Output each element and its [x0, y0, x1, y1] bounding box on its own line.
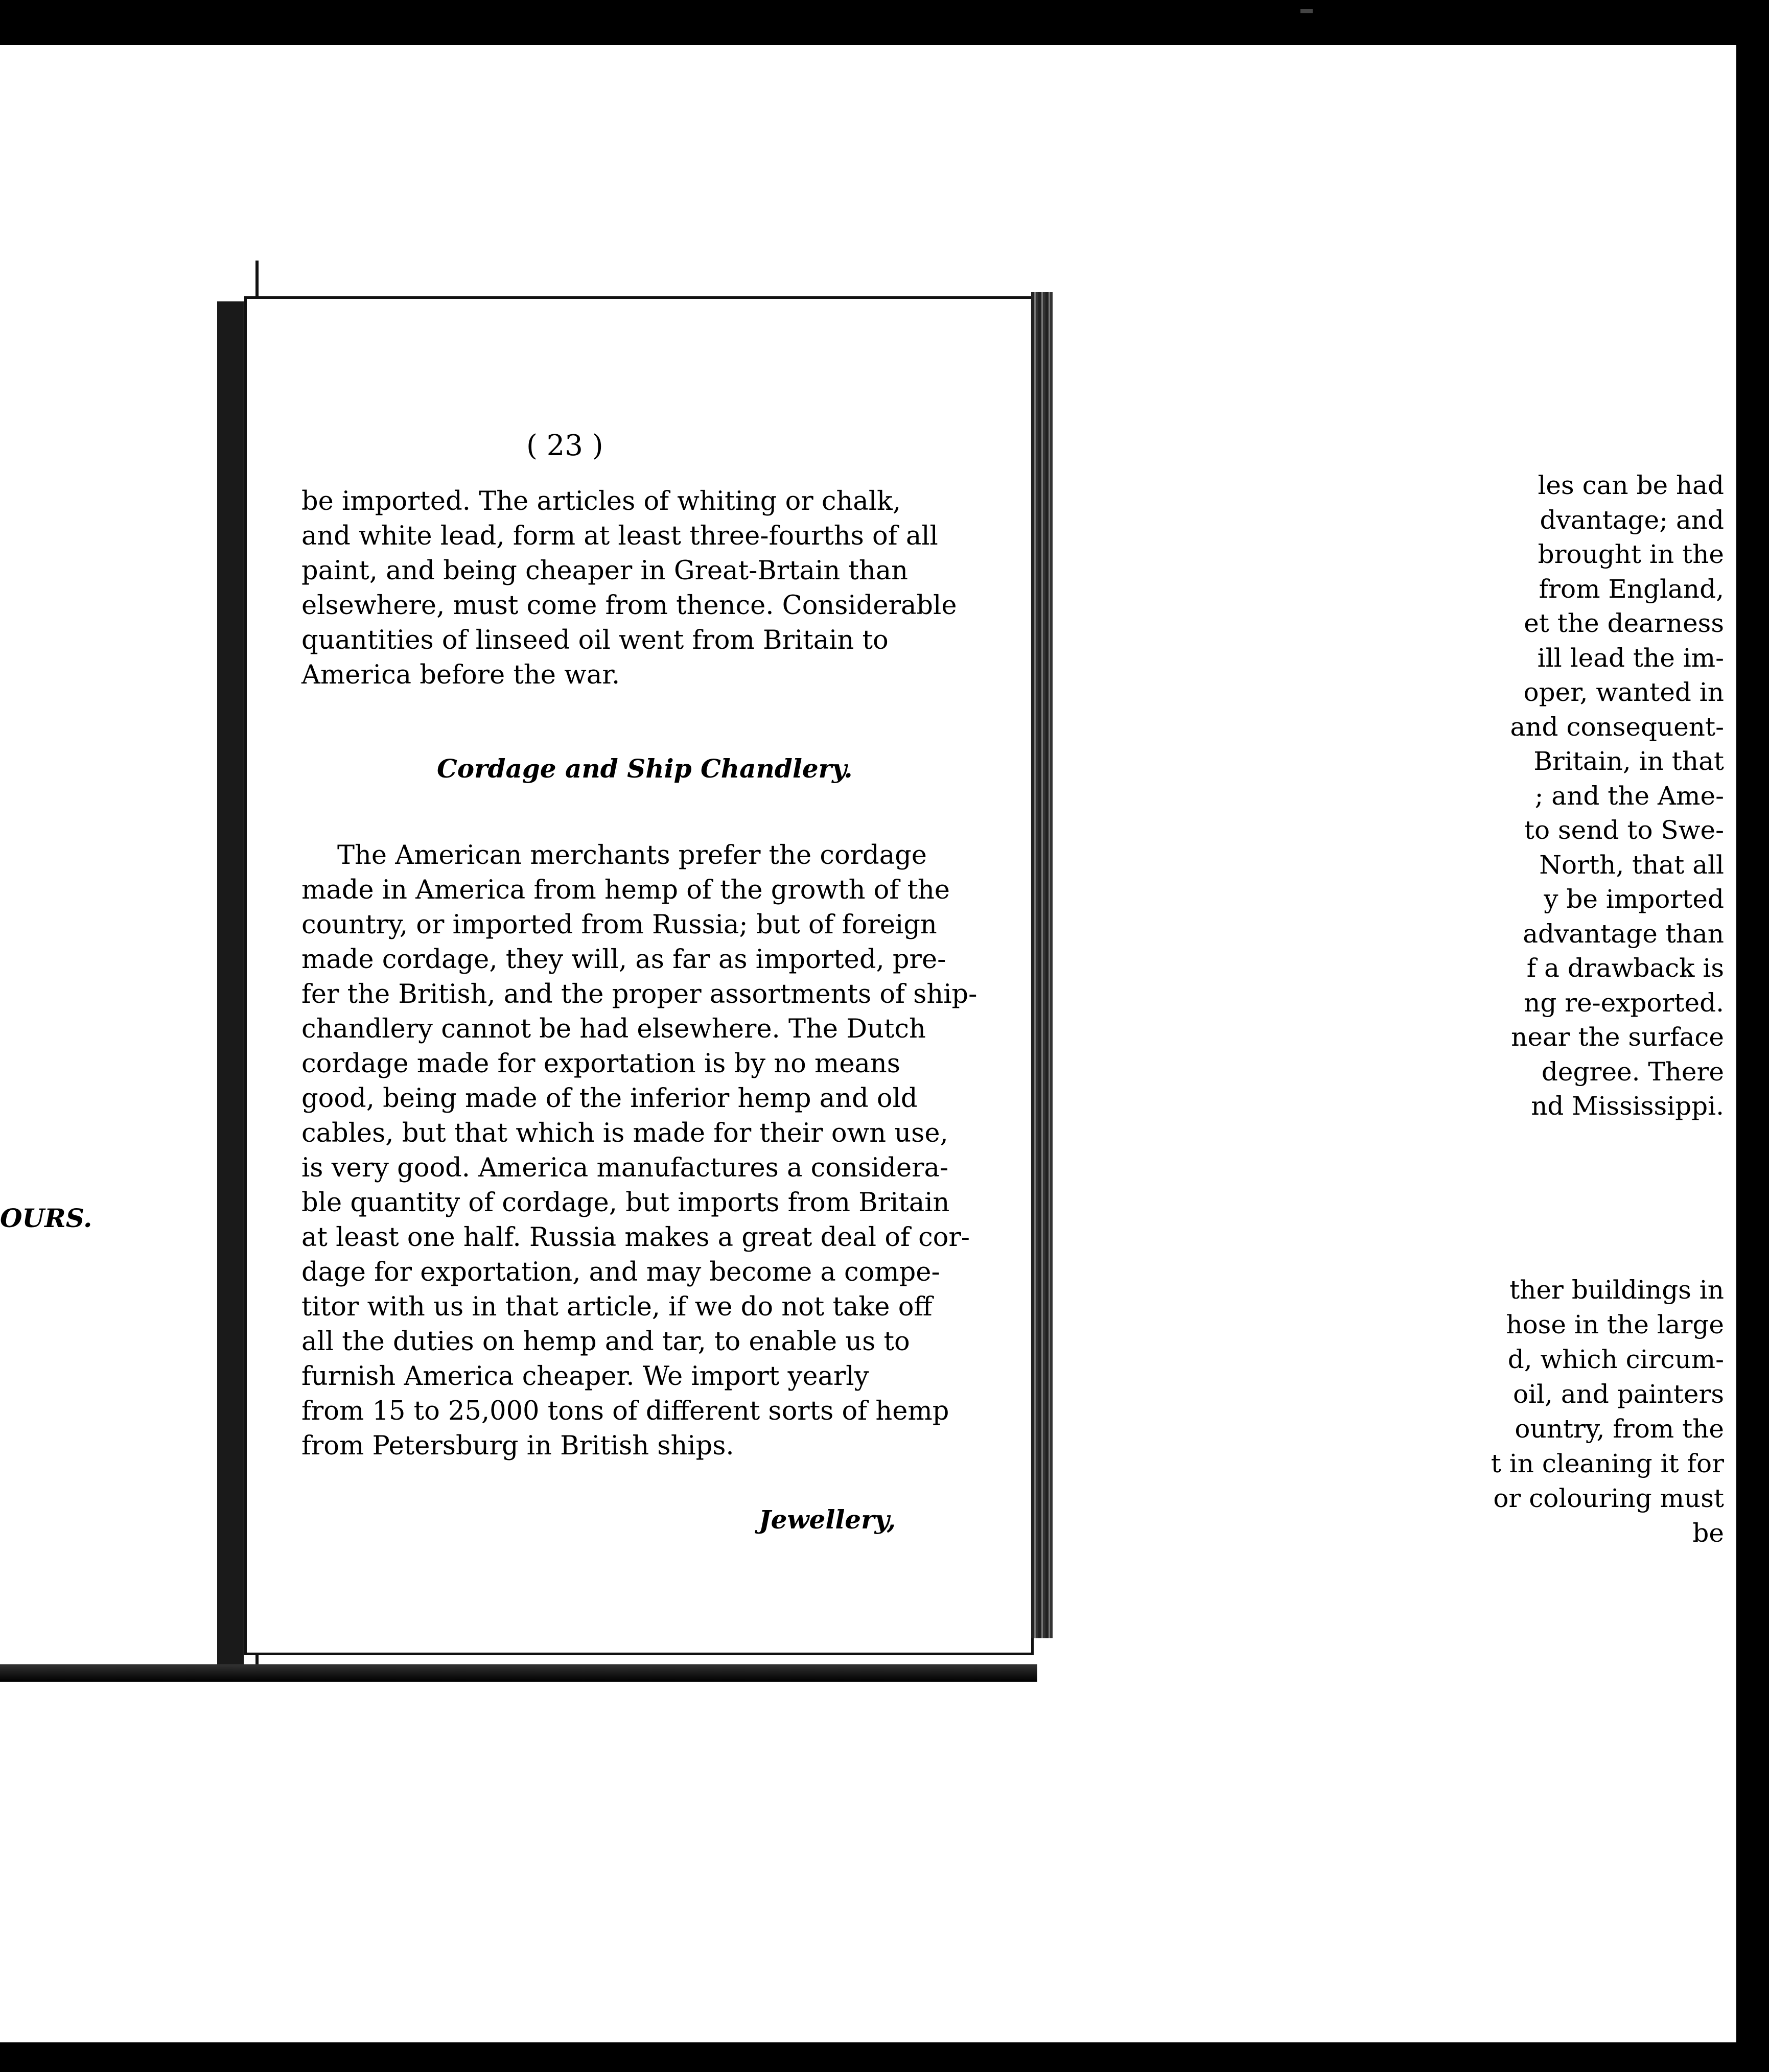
book-bottom-edge	[0, 1664, 1037, 1682]
text-line: advantage than	[1523, 919, 1724, 949]
text-line: furnish America cheaper. We import yearly	[301, 1361, 869, 1392]
text-line: country, or imported from Russia; but of foreign	[301, 910, 937, 940]
text-line: elsewhere, must come from thence. Considerable	[301, 591, 957, 621]
text-line: Britain, in that	[1533, 746, 1724, 776]
text-line: to send to Swe-	[1524, 815, 1724, 845]
text-line: hose in the large	[1506, 1310, 1724, 1339]
text-line: from Petersburg in British ships.	[301, 1431, 734, 1461]
text-line: degree. There	[1541, 1056, 1724, 1087]
text-line: t in cleaning it for	[1491, 1449, 1724, 1478]
text-line: North, that all	[1539, 850, 1724, 880]
text-line: les can be had	[1538, 470, 1724, 500]
text-line: near the surface	[1511, 1022, 1724, 1052]
text-line: and consequent-	[1510, 712, 1724, 742]
text-line: ; and the Ame-	[1534, 781, 1724, 811]
text-line: made cordage, they will, as far as imported, pre-	[301, 945, 946, 975]
text-line: cordage made for exportation is by no means	[301, 1049, 900, 1079]
text-line: oil, and painters	[1512, 1379, 1724, 1409]
text-line: ble quantity of cordage, but imports from Britain	[301, 1188, 950, 1218]
page-edges	[1031, 292, 1053, 1638]
text-line: chandlery cannot be had elsewhere. The Dutch	[301, 1014, 926, 1044]
text-line: or colouring must	[1493, 1484, 1724, 1513]
text-line: ng re-exported.	[1524, 987, 1724, 1018]
text-line: ill lead the im-	[1537, 643, 1724, 673]
section-heading: Cordage and Ship Chandlery.	[437, 754, 853, 784]
text-line: cables, but that which is made for their own use,	[301, 1118, 948, 1148]
text-line: titor with us in that article, if we do not take off	[301, 1292, 933, 1322]
text-line: The American merchants prefer the cordage	[337, 840, 927, 870]
text-line: paint, and being cheaper in Great-Brtain than	[301, 556, 909, 586]
text-line: quantities of linseed oil went from Britain to	[301, 625, 889, 655]
text-line: y be imported	[1544, 884, 1724, 914]
text-line: et the dearness	[1524, 608, 1724, 638]
text-line: be	[1692, 1518, 1724, 1548]
text-line: oper, wanted in	[1523, 677, 1724, 707]
text-line: from 15 to 25,000 tons of different sorts of hemp	[301, 1396, 949, 1426]
text-line: all the duties on hemp and tar, to enable us to	[301, 1327, 910, 1357]
text-line: dvantage; and	[1540, 505, 1724, 535]
book-gutter	[217, 301, 244, 1670]
catchword: Jewellery,	[759, 1504, 896, 1535]
text-line: at least one half. Russia makes a great deal of cor-	[301, 1222, 970, 1253]
text-line: and white lead, form at least three-fourths of all	[301, 521, 938, 551]
text-line: good, being made of the inferior hemp and old	[301, 1084, 918, 1114]
text-line: is very good. America manufactures a considera-	[301, 1153, 949, 1183]
text-line: from England,	[1539, 574, 1724, 604]
text-line: fer the British, and the proper assortments of ship-	[301, 979, 977, 1009]
text-line: ther buildings in	[1509, 1275, 1724, 1305]
scan-speck	[1300, 9, 1313, 13]
text-line: made in America from hemp of the growth of the	[301, 875, 950, 905]
page-number: ( 23 )	[526, 429, 603, 462]
text-line: America before the war.	[301, 660, 620, 690]
left-section-heading: OURS.	[0, 1203, 92, 1233]
text-line: nd Mississippi.	[1531, 1091, 1724, 1121]
text-line: ountry, from the	[1515, 1414, 1724, 1444]
text-line: brought in the	[1538, 539, 1724, 569]
text-line: be imported. The articles of whiting or chalk,	[301, 486, 901, 516]
text-line: d, which circum-	[1507, 1345, 1724, 1374]
text-line: dage for exportation, and may become a compe-	[301, 1257, 940, 1287]
text-line: f a drawback is	[1526, 953, 1724, 983]
